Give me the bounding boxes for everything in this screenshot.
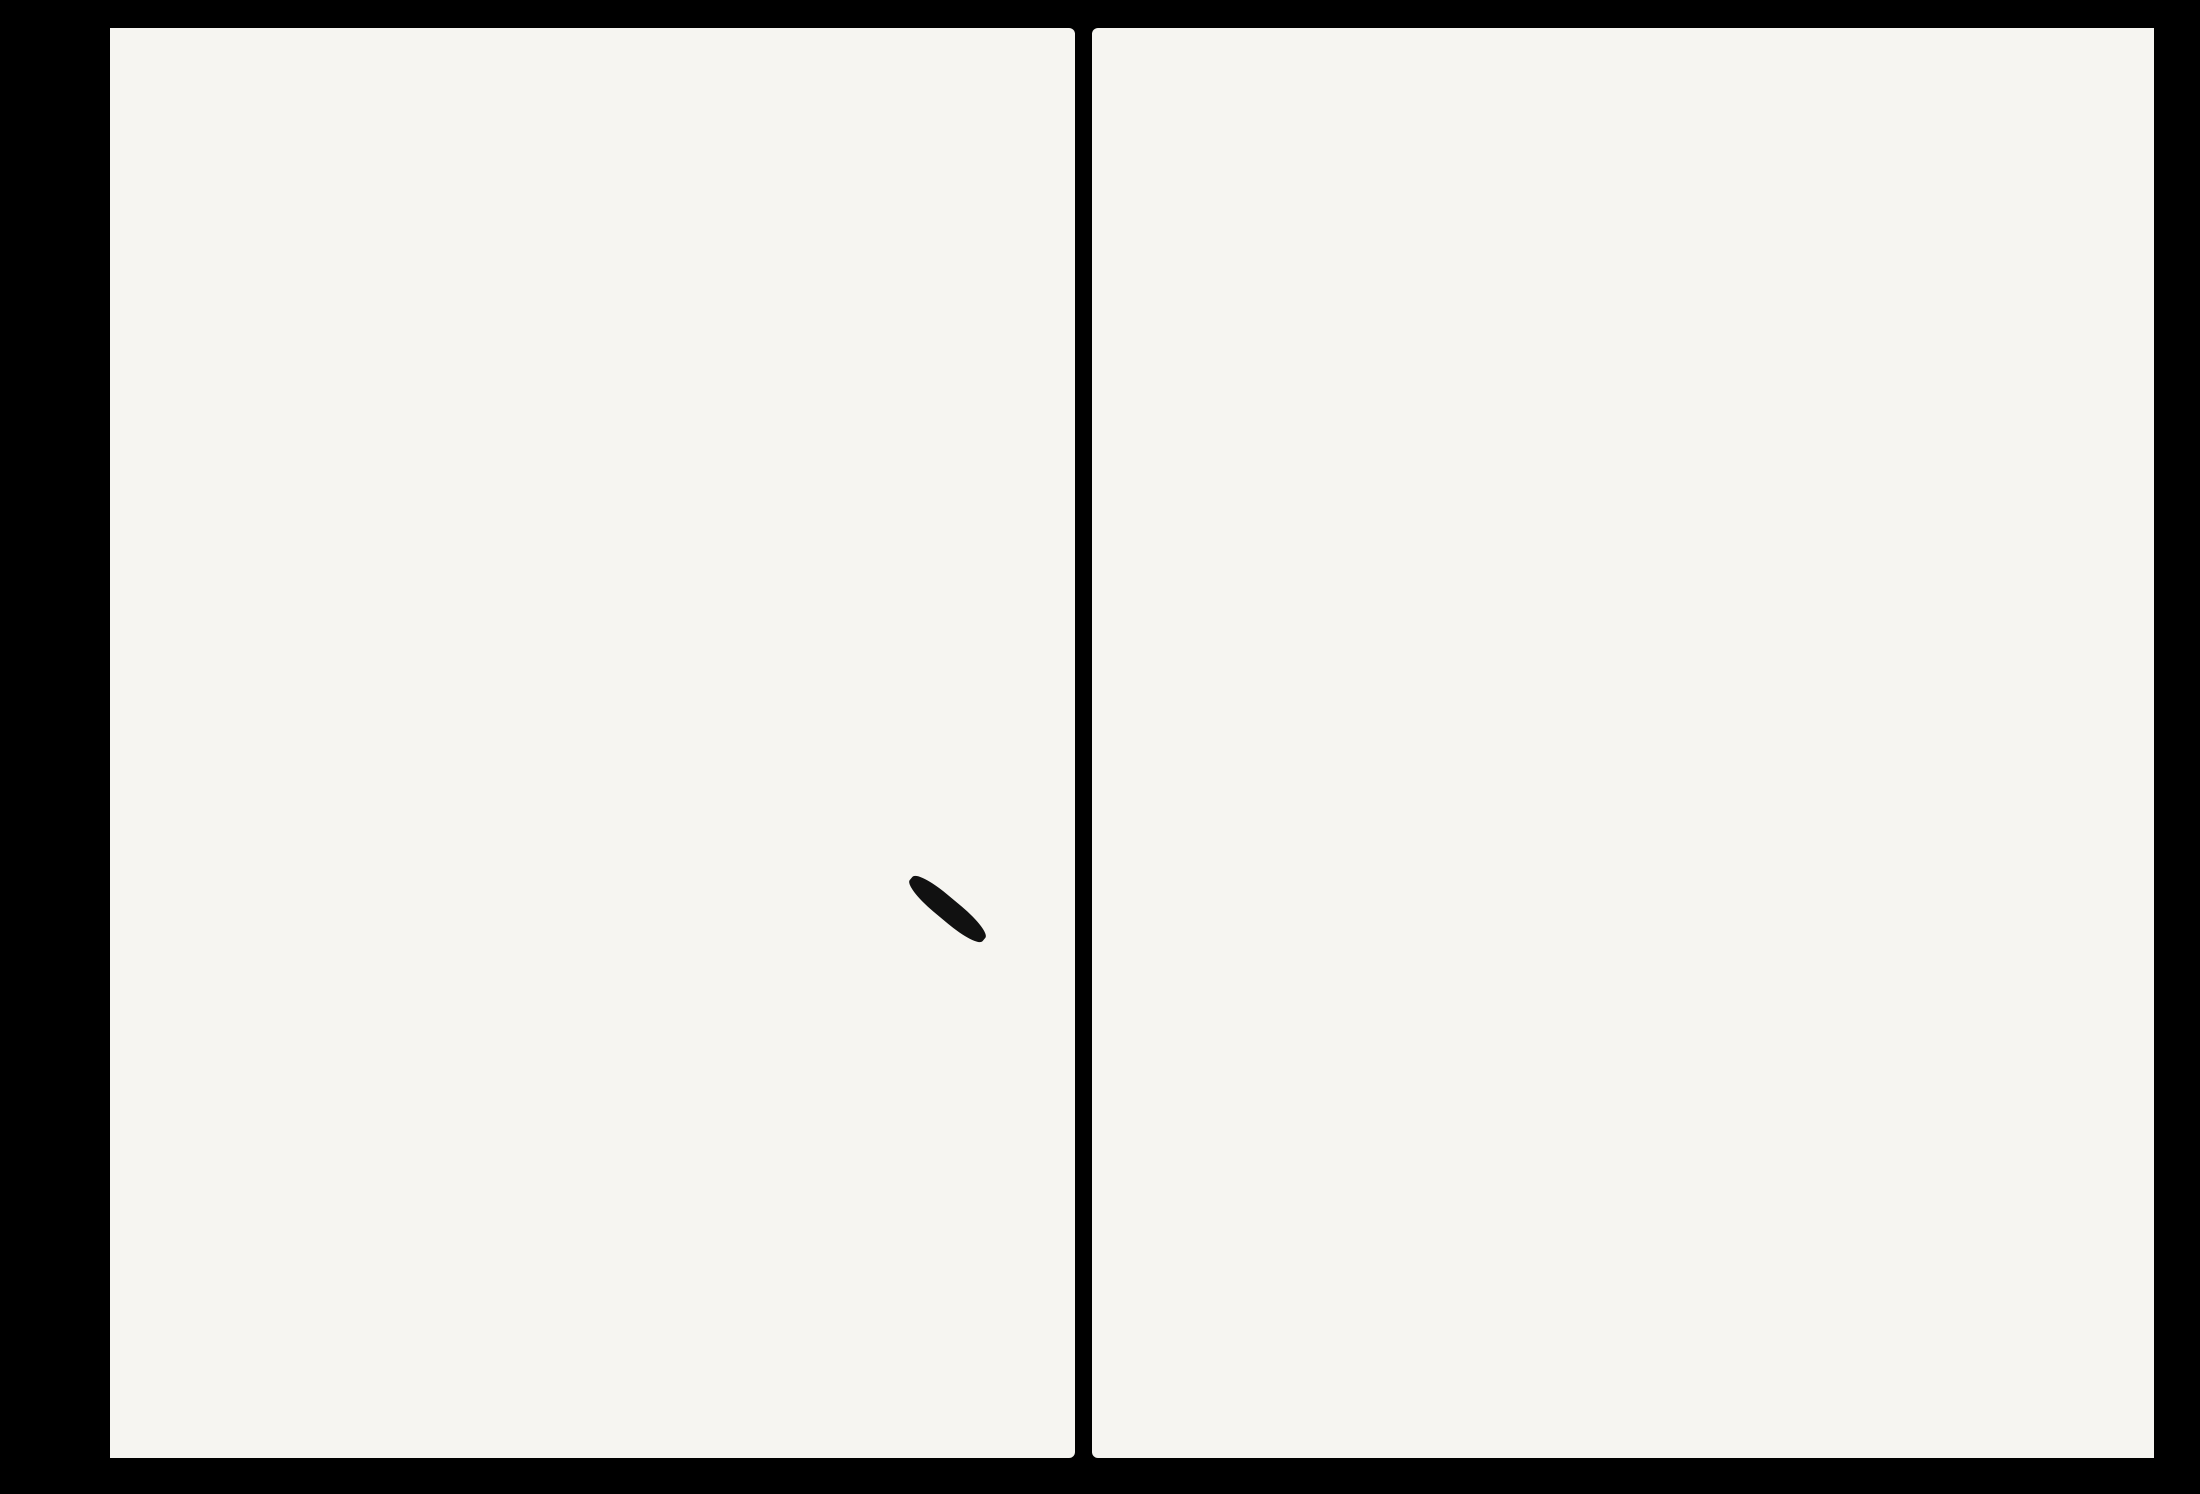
left-grid: [110, 28, 1075, 1458]
right-register-page: [1092, 28, 2154, 1458]
right-grid: [1092, 28, 2154, 1458]
left-register-page: [110, 28, 1075, 1458]
